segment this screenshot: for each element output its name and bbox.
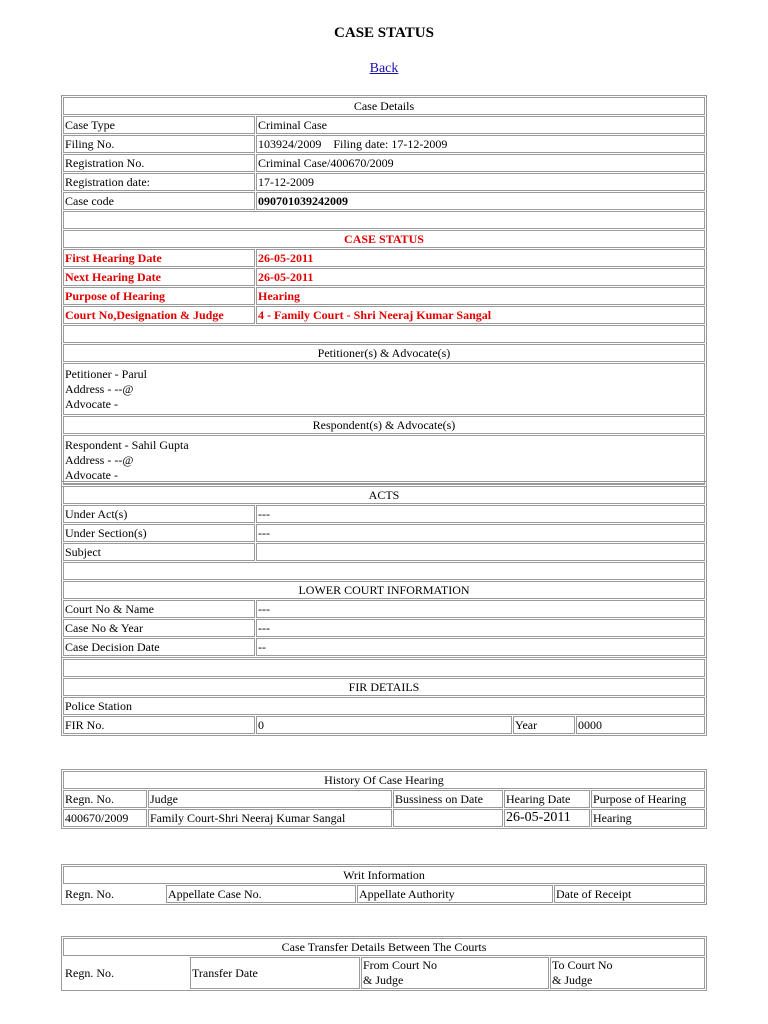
registration-no-value: Criminal Case/400670/2009 [256,154,705,172]
history-purpose: Hearing [591,809,705,827]
registration-date-label: Registration date: [63,173,255,191]
history-hearing-date: 26-05-2011 [504,809,590,827]
table-row [63,306,705,324]
writ-col-authority: Appellate Authority [357,885,553,903]
case-type-label: Case Type [63,116,255,134]
transfer-col-regn: Regn. No. [65,966,114,980]
subject-value [256,543,705,561]
court-judge-label: Court No,Designation & Judge [63,306,255,324]
table-row [63,638,705,656]
table-row [63,716,705,734]
court-name-label: Court No & Name [63,600,255,618]
petitioner-name: Petitioner - Parul [65,366,147,381]
court-name-value: --- [256,600,705,618]
spacer-row [63,659,705,677]
respondent-name: Respondent - Sahil Gupta [65,437,189,452]
respondent-header: Respondent(s) & Advocate(s) [63,416,705,434]
col-hearing-date: Hearing Date [504,790,590,808]
subject-label: Subject [63,543,255,561]
spacer-row [63,325,705,343]
table-row [63,249,705,267]
petitioner-advocate: Advocate - [65,396,118,411]
spacer-row [63,483,705,485]
transfer-col-from [361,957,549,989]
back-link-container [0,61,768,77]
case-type-value: Criminal Case [256,116,705,134]
respondent-info [63,435,705,485]
purpose-label: Purpose of Hearing [63,287,255,305]
filing-no-label: Filing No. [63,135,255,153]
registration-date-value: 17-12-2009 [256,173,705,191]
acts-table [61,481,707,658]
fir-table [61,657,707,736]
table-row [63,192,705,210]
table-row [63,505,705,523]
case-code-value: 090701039242009 [256,192,705,210]
next-hearing-value: 26-05-2011 [256,268,705,286]
transfer-block [61,936,707,991]
writ-col-regn: Regn. No. [65,887,114,901]
acts-header: ACTS [63,486,705,504]
case-no-year-label: Case No & Year [63,619,255,637]
under-acts-label: Under Act(s) [63,505,255,523]
acts-block [61,481,707,658]
table-row [63,287,705,305]
table-row [63,524,705,542]
writ-table [61,864,707,905]
transfer-col-to-line1: To Court No [552,958,613,972]
table-header-row [63,885,705,903]
writ-col-receipt: Date of Receipt [554,885,705,903]
case-details-block [61,95,707,487]
filing-no-value: 103924/2009 Filing date: 17-12-2009 [256,135,705,153]
police-station-label: Police Station [63,697,705,715]
table-row [63,543,705,561]
year-value: 0000 [576,716,705,734]
table-row [63,809,705,827]
petitioner-address: Address - --@ [65,381,134,396]
registration-no-label: Registration No. [63,154,255,172]
respondent-address: Address - --@ [65,452,134,467]
case-no-year-value: --- [256,619,705,637]
fir-header: FIR DETAILS [63,678,705,696]
petitioner-header: Petitioner(s) & Advocate(s) [63,344,705,362]
fir-block [61,657,707,736]
lower-court-header: LOWER COURT INFORMATION [63,581,705,599]
case-code-label: Case code [63,192,255,210]
transfer-col-date: Transfer Date [190,957,360,989]
under-sections-value: --- [256,524,705,542]
col-judge: Judge [148,790,392,808]
writ-header: Writ Information [63,866,705,884]
table-row [63,697,705,715]
table-row [63,116,705,134]
table-header-row [63,957,705,989]
case-details-header: Case Details [63,97,705,115]
decision-date-value: -- [256,638,705,656]
spacer-row [63,562,705,580]
table-row [63,154,705,172]
table-row [63,268,705,286]
history-judge: Family Court-Shri Neeraj Kumar Sangal [148,809,392,827]
table-row [63,600,705,618]
year-label: Year [513,716,575,734]
court-judge-value: 4 - Family Court - Shri Neeraj Kumar Sangal [256,306,705,324]
history-header: History Of Case Hearing [63,771,705,789]
history-business[interactable] [393,809,503,827]
transfer-col-to-line2: & Judge [552,973,593,987]
table-row [63,619,705,637]
page-title: CASE STATUS [334,25,434,41]
spacer-row [63,211,705,229]
transfer-header: Case Transfer Details Between The Courts [63,938,705,956]
decision-date-label: Case Decision Date [63,638,255,656]
under-acts-value: --- [256,505,705,523]
under-sections-label: Under Section(s) [63,524,255,542]
writ-block [61,864,707,905]
history-regn: 400670/2009 [63,809,147,827]
next-hearing-label: Next Hearing Date [63,268,255,286]
first-hearing-label: First Hearing Date [63,249,255,267]
case-details-table [61,95,707,487]
first-hearing-value: 26-05-2011 [256,249,705,267]
fir-no-label: FIR No. [63,716,255,734]
fir-no-value: 0 [256,716,512,734]
transfer-table [61,936,707,991]
table-header-row [63,790,705,808]
purpose-value: Hearing [256,287,705,305]
case-status-header: CASE STATUS [63,230,705,248]
transfer-col-from-line1: From Court No [363,958,438,972]
table-row [63,135,705,153]
transfer-col-from-line2: & Judge [363,973,404,987]
respondent-advocate: Advocate - [65,467,118,482]
writ-col-appellate-case: Appellate Case No. [166,885,356,903]
col-business: Bussiness on Date [393,790,503,808]
col-purpose: Purpose of Hearing [591,790,705,808]
back-link[interactable]: Back [369,61,399,76]
history-block [61,769,707,829]
col-regn: Regn. No. [63,790,147,808]
transfer-col-to [550,957,705,989]
petitioner-info [63,363,705,415]
history-table [61,769,707,829]
table-row [63,173,705,191]
